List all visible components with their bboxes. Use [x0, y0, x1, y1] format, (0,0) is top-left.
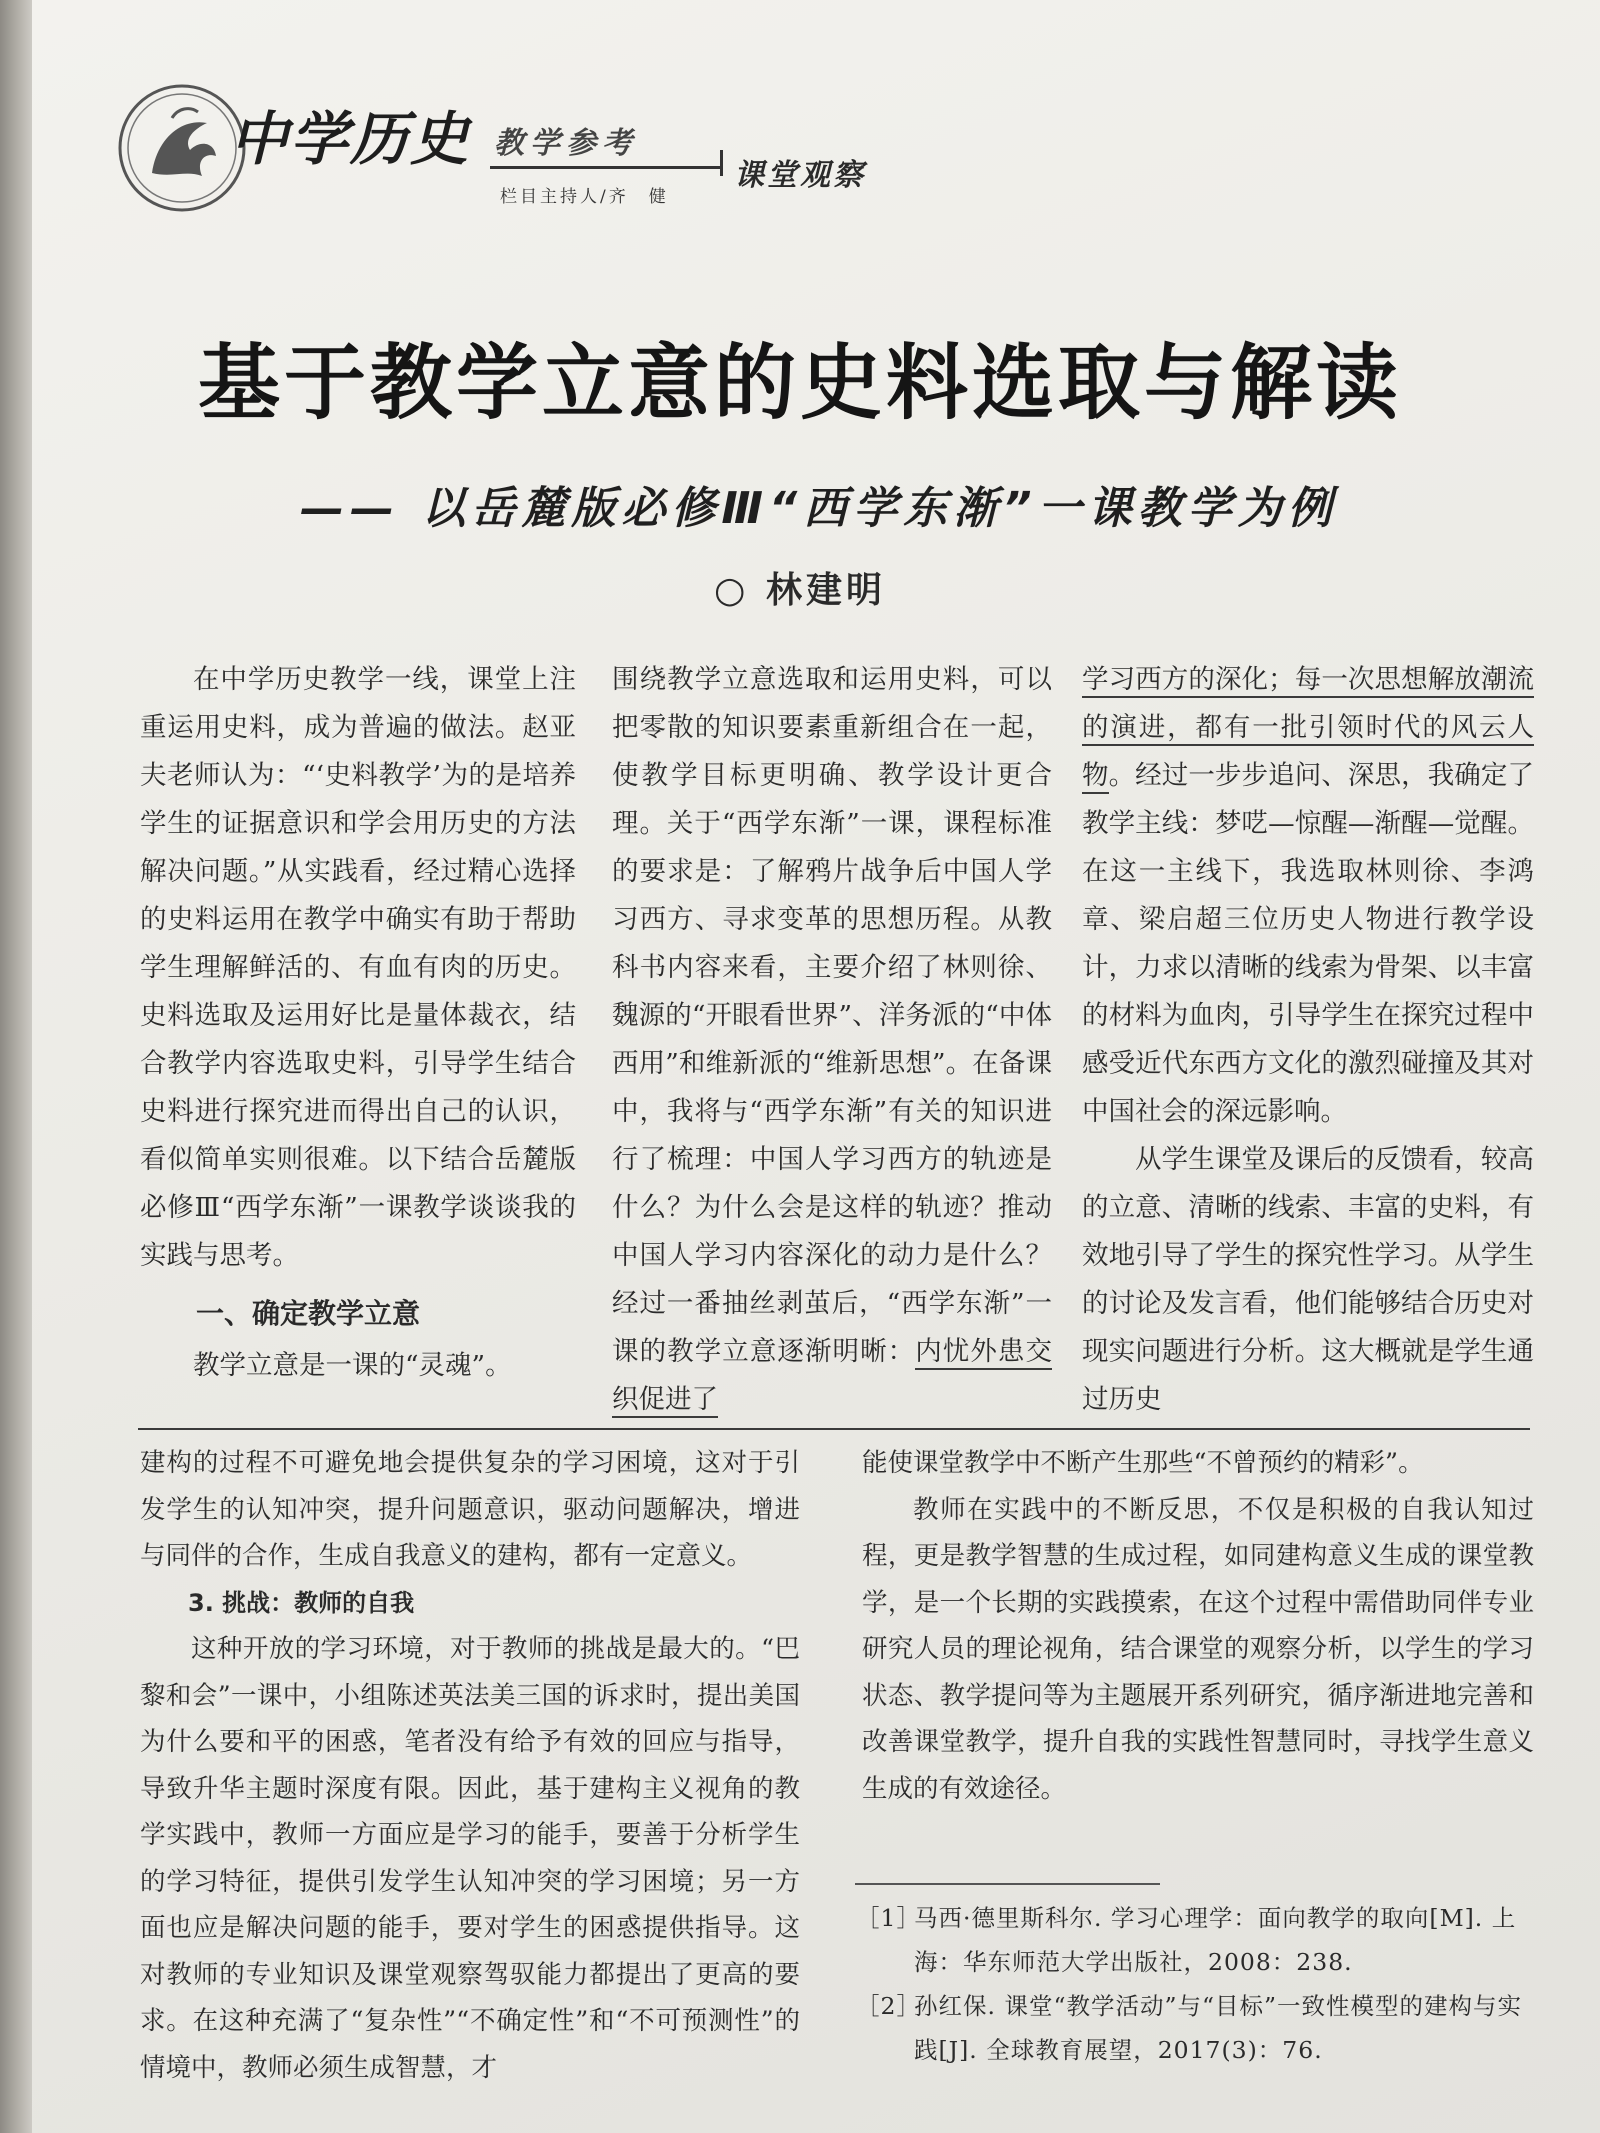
references-rule [855, 1883, 1160, 1885]
paragraph [612, 656, 1052, 1424]
reference-text: 马西·德里斯科尔. 学习心理学：面向教学的取向[M]. 上海：华东师范大学出版社，2008：238. [914, 1904, 1517, 1976]
paragraph: 这种开放的学习环境，对于教师的挑战是最大的。“巴黎和会”一课中，小组陈述英法美三国的诉求时，提出美国为什么要和平的困惑，笔者没有给予有效的回应与指导，导致升华主题时深度有限。因此，基于建构主义视角的教学实践中，教师一方面应是学习的能手，要善于分析学生的学习特征，提供引发学生认知冲突的学习困境；另一方面也应是解决问题的能手，要对学生的困惑提供指导。这对教师的专业知识及课堂观察驾驭能力都提出了更高的要求。在这种充满了“复杂性”“不确定性”和“不可预测性”的情境中，教师必须生成智慧，才 [140, 1634, 800, 2083]
underlined-phrase: 内忧外患交织促进了 [612, 1336, 1052, 1418]
lower-column-left [140, 1440, 800, 2091]
paragraph: 从学生课堂及课后的反馈看，较高的立意、清晰的线索、丰富的史料，有效地引导了学生的探究性学习。从学生的讨论及发言看，他们能够结合历史对现实问题进行分析。这大概就是学生通过历史 [1082, 1144, 1534, 1415]
reference-number: ［2］ [856, 1992, 921, 2020]
journal-brand-sub: 教学参考 [494, 126, 638, 161]
paragraph [1082, 656, 1534, 1136]
article-subtitle: —— 以岳麓版必修Ⅲ“西学东渐”一课教学为例 [300, 483, 1338, 534]
section-heading: 一、确定教学立意 [196, 1297, 421, 1330]
reference-number: ［1］ [856, 1904, 921, 1932]
column-3 [1082, 656, 1534, 1424]
journal-brand: 中学历史 [230, 105, 471, 173]
paragraph: 教师在实践中的不断反思，不仅是积极的自我认知过程，更是教学智慧的生成过程，如同建构意义生成的课堂教学，是一个长期的实践摸索，在这个过程中需借助同伴专业研究人员的理论视角，结合课堂的观察分析，以学生的学习状态、教学提问等为主题展开系列研究，循序渐进地完善和改善课堂教学，提升自我的实践性智慧同时，寻找学生意义生成的有效途径。 [862, 1494, 1534, 1804]
paragraph-text: 围绕教学立意选取和运用史料，可以把零散的知识要素重新组合在一起，使教学目标更明确、教学设计更合理。关于“西学东渐”一课，课程标准的要求是：了解鸦片战争后中国人学习西方、寻求变革的思想历程。从教科书内容来看，主要介绍了林则徐、魏源的“开眼看世界”、洋务派的“中体西用”和维新派的“维新思想”。在备课中，我将与“西学东渐”有关的知识进行了梳理：中国人学习西方的轨迹是什么？为什么会是这样的轨迹？推动中国人学习内容深化的动力是什么？经过一番抽丝剥茧后，“西学东渐”一课的教学立意逐渐明晰： [612, 664, 1052, 1367]
column-2 [612, 656, 1052, 1424]
article-title: 基于教学立意的史料选取与解读 [197, 336, 1402, 431]
paragraph: 教学立意是一课的“灵魂”。 [193, 1350, 512, 1381]
lower-column-right [862, 1440, 1534, 1812]
reference-item [856, 1984, 1540, 2072]
reference-text: 孙红保. 课堂“教学活动”与“目标”一致性模型的建构与实践[J]. 全球教育展望，2017(3)：76. [914, 1992, 1522, 2064]
paragraph-text: 。经过一步步追问、深思，我确定了教学主线：梦呓—惊醒—渐醒—觉醒。在这一主线下，我选取林则徐、李鸿章、梁启超三位历史人物进行教学设计，力求以清晰的线索为骨架、以丰富的材料为血肉，引导学生在探究过程中感受近代东西方文化的激烈碰撞及其对中国社会的深远影响。 [1082, 760, 1534, 1127]
masthead-tick [720, 150, 723, 176]
column-editor: 栏目主持人/齐 健 [500, 187, 669, 207]
paragraph: 能使课堂教学中不断产生那些“不曾预约的精彩”。 [862, 1448, 1424, 1478]
reference-item [856, 1896, 1540, 1984]
article-author: ○ 林建明 [714, 570, 886, 611]
references [856, 1896, 1540, 2072]
section-tag: 课堂观察 [734, 158, 866, 193]
underlined-phrase: 学习西方的深化；每一次思想解放潮流的演进，都有一批引领时代的风云人物 [1082, 664, 1534, 794]
subsection-heading: 3. 挑战：教师的自我 [188, 1588, 415, 1617]
column-1 [140, 656, 576, 1390]
paragraph: 建构的过程不可避免地会提供复杂的学习困境，这对于引发学生的认知冲突，提升问题意识，驱动问题解决，增进与同伴的合作，生成自我意义的建构，都有一定意义。 [140, 1448, 800, 1571]
paragraph: 在中学历史教学一线，课堂上注重运用史料，成为普遍的做法。赵亚夫老师认为：“‘史料教学’为的是培养学生的证据意识和学会用历史的方法解决问题。”从实践看，经过精心选择的史料运用在教学中确实有助于帮助学生理解鲜活的、有血有肉的历史。史料选取及运用好比是量体裁衣，结合教学内容选取史料，引导学生结合史料进行探究进而得出自己的认识，看似简单实则很难。以下结合岳麓版必修Ⅲ“西学东渐”一课教学谈谈我的实践与思考。 [140, 664, 576, 1271]
divider-rule [138, 1428, 1530, 1430]
masthead-rule [490, 166, 722, 169]
